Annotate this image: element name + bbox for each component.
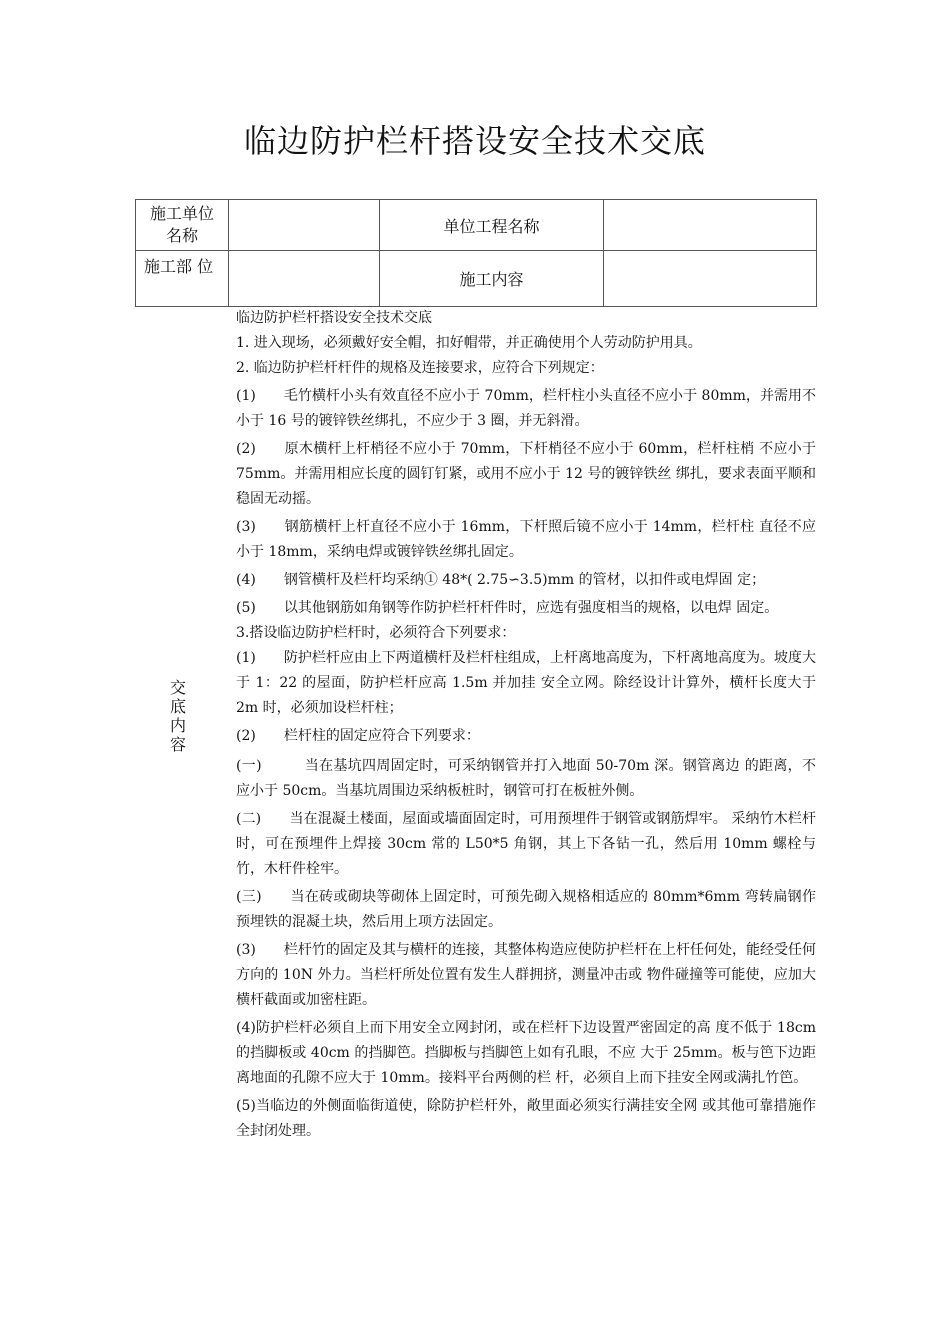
paragraph: (二) 当在混凝土楼面，屋面或墙面固定时，可用预埋件于钢管或钢筋焊牢。 采纳竹木栏杆时，可在预埋件上焊接 30cm 常的 L50*5 角钢，其上下各钻一孔，然后用 10mm 螺栓与竹，木杆件栓牢。 bbox=[236, 811, 816, 877]
paragraph: (3) 栏杆竹的固定及其与横杆的连接，其整体构造应使防护栏杆在上杆任何处，能经受任何方向的 10N 外力。当栏杆所处位置有发生人群拥挤，测量冲击或 物件碰撞等可能使，应加大横杆截面或加密柱距。 bbox=[236, 942, 816, 1008]
paragraph: 2. 临边防护栏杆杆件的规格及连接要求，应符合下列规定： bbox=[236, 360, 604, 376]
project-name-label: 单位工程名称 bbox=[380, 200, 604, 251]
paragraph: (3) 钢筋横杆上杆直径不应小于 16mm，下杆照后镜不应小于 14mm，栏杆柱 直径不应小于 18mm，采纳电焊或镀锌铁丝绑扎固定。 bbox=[236, 519, 816, 560]
document-title: 临边防护栏杆搭设安全技术交底 bbox=[243, 122, 706, 160]
construction-part-value bbox=[229, 251, 380, 307]
paragraph: (2) 栏杆柱的固定应符合下列要求： bbox=[236, 728, 480, 744]
paragraph: (4)防护栏杆必须自上而下用安全立网封闭，或在栏杆下边设置严密固定的高 度不低于 18cm 的挡脚板或 40cm 的挡脚笆。挡脚板与挡脚笆上如有孔眼，不应 大于 25mm。板与笆下边距离地面的孔隙不应大于 10mm。接料平台两侧的栏 杆，必须自上而下挂安全网或满扎竹笆。 bbox=[236, 1020, 816, 1086]
construction-content-value bbox=[604, 251, 817, 307]
paragraph: (1) 防护栏杆应由上下两道横杆及栏杆柱组成，上杆离地高度为，下杆离地高度为。坡度大于 1：22 的屋面，防护栏杆应高 1.5m 并加挂 安全立网。除经设计计算外，横杆长度大于 2m 时，必须加设栏杆柱； bbox=[236, 650, 816, 716]
disclosure-body bbox=[236, 306, 816, 1144]
unit-name-value bbox=[229, 200, 380, 251]
construction-content-label: 施工内容 bbox=[380, 251, 604, 307]
construction-part-label: 施工部 位 bbox=[136, 251, 229, 307]
project-name-value bbox=[604, 200, 817, 251]
paragraph: (三) 当在砖或砌块等砌体上固定时，可预先砌入规格相适应的 80mm*6mm 弯转扁钢作预埋铁的混凝土块，然后用上项方法固定。 bbox=[236, 889, 816, 930]
header-table bbox=[135, 199, 817, 307]
paragraph: 1. 进入现场，必须戴好安全帽，扣好帽带，并正确使用个人劳动防护用具。 bbox=[236, 335, 702, 351]
body-heading: 临边防护栏杆搭设安全技术交底 bbox=[236, 310, 432, 326]
paragraph: (5) 以其他钢筋如角钢等作防护栏杆杆件时，应选有强度相当的规格，以电焊 固定。 bbox=[236, 600, 779, 616]
paragraph: (2) 原木横杆上杆梢径不应小于 70mm，下杆梢径不应小于 60mm，栏杆柱梢 不应小于 75mm。并需用相应长度的圆钉钉紧，或用不应小于 12 号的镀锌铁丝 绑扎，要求表面平顺和稳固无动摇。 bbox=[236, 441, 816, 507]
paragraph: (4) 钢管横杆及栏杆均采纳① 48*( 2.75∽3.5)mm 的管材，以扣件或电焊固 定； bbox=[236, 572, 766, 588]
paragraph: (1) 毛竹横杆小头有效直径不应小于 70mm，栏杆柱小头直径不应小于 80mm，并需用不小于 16 号的镀锌铁丝绑扎，不应少于 3 圈，并无斜滑。 bbox=[236, 388, 816, 429]
paragraph: (5)当临边的外侧面临街道使，除防护栏杆外，敞里面必须实行满挂安全网 或其他可靠措施作全封闭处理。 bbox=[236, 1098, 816, 1139]
paragraph: 3.搭设临边防护栏杆时，必须符合下列要求： bbox=[236, 625, 516, 641]
disclosure-content-label: 交底内容 bbox=[169, 678, 186, 754]
paragraph: (一) 当在基坑四周固定时，可采纳钢管并打入地面 50-70m 深。钢管离边 的距离，不应小于 50cm。当基坑周围边采纳板桩时，钢管可打在板桩外侧。 bbox=[236, 758, 816, 799]
unit-name-label: 施工单位名称 bbox=[136, 200, 229, 251]
